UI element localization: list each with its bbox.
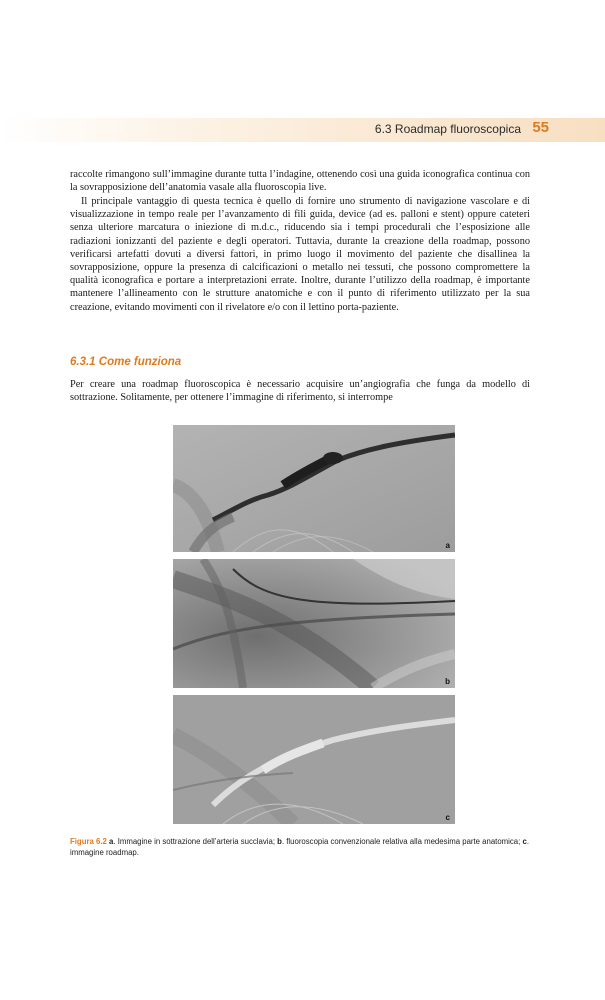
conventional-fluoroscopy-image (173, 559, 455, 688)
paragraph-2: Il principale vantaggio di questa tecnica è quello di fornire uno strumento di navigazione vascolare e di visualizzazione in tempo reale per l’avanzamento di fili guida, device (ad es. palloni e stent) oppure cateteri senza ulteriore marcatura o iniezione di m.d.c., riducendo sia i tempi procedurali che l’esposizione alle radiazioni ionizzanti del paziente e degli operatori. Tuttavia, durante la creazione della roadmap, possono verificarsi artefatti dovuti a diversi fattori, in primo luogo il movimento del paziente che disallinea la sovrapposizione, oppure la presenza di calcificazioni o metallo nei tessuti, che possono compromettere la qualità iconografica e portare a interpretazioni errate. Inoltre, durante l’utilizzo della roadmap, è importante mantenere l’allineamento con le strutture anatomiche e con il punto di riferimento utilizzato per la sua creazione, evitando movimenti con il rivelatore e/o con il lettino porta-paziente. (70, 196, 530, 313)
caption-text-c: . immagine roadmap. (70, 837, 529, 857)
running-header-section: 6.3 Roadmap fluoroscopica (374, 122, 521, 136)
roadmap-image (173, 695, 455, 824)
figure-panel-a (173, 425, 455, 552)
caption-label-a: a (109, 837, 114, 846)
caption-text-b: . fluoroscopia convenzionale relativa alla medesima parte anatomica; (281, 837, 523, 846)
caption-label-b: b (277, 837, 282, 846)
caption-label-c: c (522, 837, 527, 846)
caption-text-a: . Immagine in sottrazione dell’arteria succlavia; (113, 837, 278, 846)
panel-label-c: c (445, 813, 450, 822)
panel-label-b: b (445, 677, 450, 686)
figure-panel-c (173, 695, 455, 824)
figure-caption (70, 836, 530, 858)
subtraction-angiography-image (173, 425, 455, 552)
paragraph-1: raccolte rimangono sull’immagine durante tutta l’indagine, ottenendo così una guida iconografica continua con la sovrapposizione dell’anatomia vasale alla fluoroscopia live. (70, 169, 530, 194)
figure-panel-b (173, 559, 455, 688)
figure-ref: Figura 6.2 (70, 837, 107, 846)
page-number: 55 (532, 119, 549, 136)
panel-label-a: a (445, 541, 450, 550)
paragraph-3: Per creare una roadmap fluoroscopica è necessario acquisire un’angiografia che funga da modello di sottrazione. Solitamente, per ottenere l’immagine di riferimento, si interrompe (70, 379, 530, 404)
section-subheading: 6.3.1 Come funziona (70, 356, 182, 368)
